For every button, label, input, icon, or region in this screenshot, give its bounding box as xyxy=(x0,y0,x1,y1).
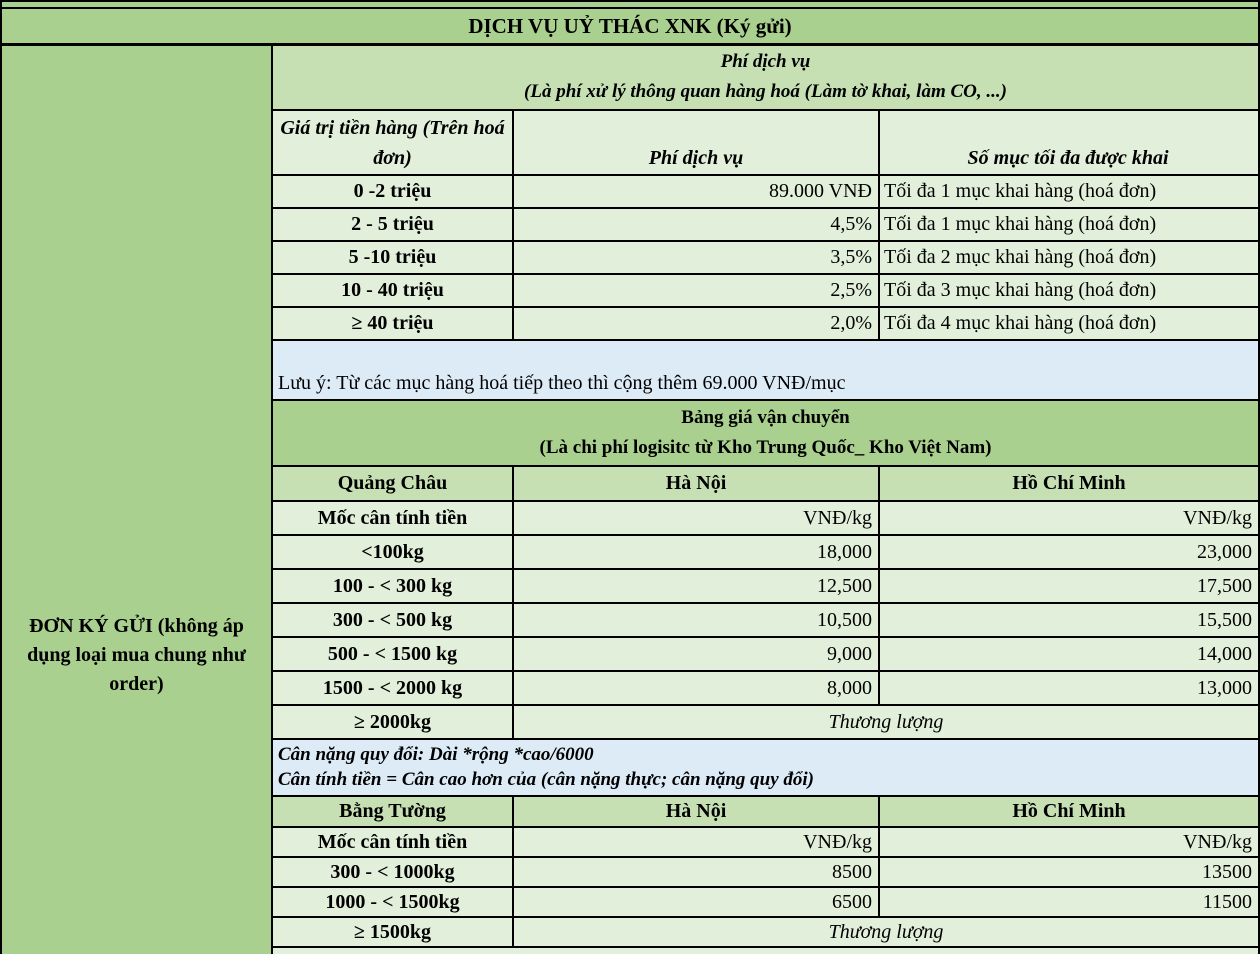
next-row-sliver xyxy=(273,948,1258,954)
value-range-cell: 10 - 40 triệu xyxy=(273,274,513,307)
fee-cell: 2,0% xyxy=(513,307,879,340)
origin-header: Quảng Châu xyxy=(273,467,513,501)
value-range-cell: 0 -2 triệu xyxy=(273,175,513,208)
table-row xyxy=(273,274,1258,307)
weight-tier-label: Mốc cân tính tiền xyxy=(273,827,513,857)
fee-cell: 89.000 VNĐ xyxy=(513,175,879,208)
max-items-cell: Tối đa 4 mục khai hàng (hoá đơn) xyxy=(879,307,1258,340)
weight-range-cell: ≥ 1500kg xyxy=(273,917,513,947)
order-type-label: ĐƠN KÝ GỬI (không áp dụng loại mua chung như order) xyxy=(27,614,246,695)
weight-range-cell: 100 - < 300 kg xyxy=(273,569,513,603)
price-cell: 6500 xyxy=(513,887,879,917)
shipping-subtitle: (Là chi phí logisitc từ Kho Trung Quốc_ Kho Việt Nam) xyxy=(539,436,992,458)
weight-range-cell: 300 - < 1000kg xyxy=(273,857,513,887)
shipping-table-bangtuong xyxy=(273,797,1258,948)
price-cell: 11500 xyxy=(879,887,1258,917)
fee-cell: 3,5% xyxy=(513,241,879,274)
weight-range-cell: 1000 - < 1500kg xyxy=(273,887,513,917)
weight-range-cell: 1500 - < 2000 kg xyxy=(273,671,513,705)
unit-cell: VNĐ/kg xyxy=(513,827,879,857)
negotiation-row xyxy=(273,705,1258,739)
service-fee-subtitle: (Là phí xử lý thông quan hàng hoá (Làm tờ khai, làm CO, ...) xyxy=(524,80,1007,102)
value-range-cell: 5 -10 triệu xyxy=(273,241,513,274)
price-cell: 17,500 xyxy=(879,569,1258,603)
shipping-table-guangzhou xyxy=(273,467,1258,740)
price-cell: 10,500 xyxy=(513,603,879,637)
price-cell: 13,000 xyxy=(879,671,1258,705)
origin-header: Bằng Tường xyxy=(273,797,513,827)
price-cell: 13500 xyxy=(879,857,1258,887)
destination-header-hanoi: Hà Nội xyxy=(513,797,879,827)
table-row xyxy=(273,671,1258,705)
fee-cell: 2,5% xyxy=(513,274,879,307)
col-header-service-fee: Phí dịch vụ xyxy=(513,111,879,175)
service-fee-note xyxy=(273,341,1258,401)
col-header-max-items: Số mục tối đa được khai xyxy=(879,111,1258,175)
price-cell: 18,000 xyxy=(513,535,879,569)
page-title xyxy=(2,9,1258,46)
page-title-text: DỊCH VỤ UỶ THÁC XNK (Ký gửi) xyxy=(468,13,792,38)
price-cell: 14,000 xyxy=(879,637,1258,671)
weight-range-cell: 300 - < 500 kg xyxy=(273,603,513,637)
price-cell: 15,500 xyxy=(879,603,1258,637)
table-row xyxy=(273,637,1258,671)
service-fee-header-row xyxy=(273,111,1258,175)
shipping-header-row xyxy=(273,467,1258,501)
unit-cell: VNĐ/kg xyxy=(879,827,1258,857)
unit-row xyxy=(273,827,1258,857)
table-row xyxy=(273,887,1258,917)
table-row xyxy=(273,175,1258,208)
price-cell: 8,000 xyxy=(513,671,879,705)
col-header-value-range: Giá trị tiền hàng (Trên hoá đơn) xyxy=(273,111,513,175)
main-area xyxy=(2,46,1258,954)
weight-range-cell: <100kg xyxy=(273,535,513,569)
destination-header-hcm: Hồ Chí Minh xyxy=(879,467,1258,501)
negotiation-cell: Thương lượng xyxy=(513,705,1258,739)
negotiation-cell: Thương lượng xyxy=(513,917,1258,947)
destination-header-hcm: Hồ Chí Minh xyxy=(879,797,1258,827)
max-items-cell: Tối đa 1 mục khai hàng (hoá đơn) xyxy=(879,208,1258,241)
max-items-cell: Tối đa 1 mục khai hàng (hoá đơn) xyxy=(879,175,1258,208)
value-range-cell: ≥ 40 triệu xyxy=(273,307,513,340)
negotiation-row xyxy=(273,917,1258,947)
price-cell: 8500 xyxy=(513,857,879,887)
shipping-title: Bảng giá vận chuyển xyxy=(681,407,850,429)
shipping-section-header xyxy=(273,401,1258,467)
table-row xyxy=(273,241,1258,274)
value-range-cell: 2 - 5 triệu xyxy=(273,208,513,241)
weight-range-cell: 500 - < 1500 kg xyxy=(273,637,513,671)
max-items-cell: Tối đa 3 mục khai hàng (hoá đơn) xyxy=(879,274,1258,307)
service-fee-title: Phí dịch vụ xyxy=(720,51,811,73)
max-items-cell: Tối đa 2 mục khai hàng (hoá đơn) xyxy=(879,241,1258,274)
table-row xyxy=(273,535,1258,569)
service-fee-table xyxy=(273,111,1258,341)
price-cell: 9,000 xyxy=(513,637,879,671)
unit-cell: VNĐ/kg xyxy=(879,501,1258,535)
weight-note-line: Cân nặng quy đổi: Dài *rộng *cao/6000 xyxy=(278,743,594,765)
price-cell: 12,500 xyxy=(513,569,879,603)
price-cell: 23,000 xyxy=(879,535,1258,569)
service-fee-section-header xyxy=(273,46,1258,111)
sidebar-order-type-cell xyxy=(2,46,273,954)
content-area xyxy=(273,46,1258,954)
table-row xyxy=(273,569,1258,603)
weight-conversion-note xyxy=(273,740,1258,797)
shipping-header-row xyxy=(273,797,1258,827)
unit-cell: VNĐ/kg xyxy=(513,501,879,535)
table-row xyxy=(273,603,1258,637)
table-row xyxy=(273,857,1258,887)
weight-range-cell: ≥ 2000kg xyxy=(273,705,513,739)
fee-cell: 4,5% xyxy=(513,208,879,241)
service-fee-note-text: Lưu ý: Từ các mục hàng hoá tiếp theo thì cộng thêm 69.000 VNĐ/mục xyxy=(278,372,846,394)
top-row-sliver xyxy=(2,2,1258,9)
table-row xyxy=(273,208,1258,241)
unit-row xyxy=(273,501,1258,535)
weight-note-line: Cân tính tiền = Cân cao hơn của (cân nặng thực; cân nặng quy đổi) xyxy=(278,769,815,791)
destination-header-hanoi: Hà Nội xyxy=(513,467,879,501)
weight-tier-label: Mốc cân tính tiền xyxy=(273,501,513,535)
table-row xyxy=(273,307,1258,340)
